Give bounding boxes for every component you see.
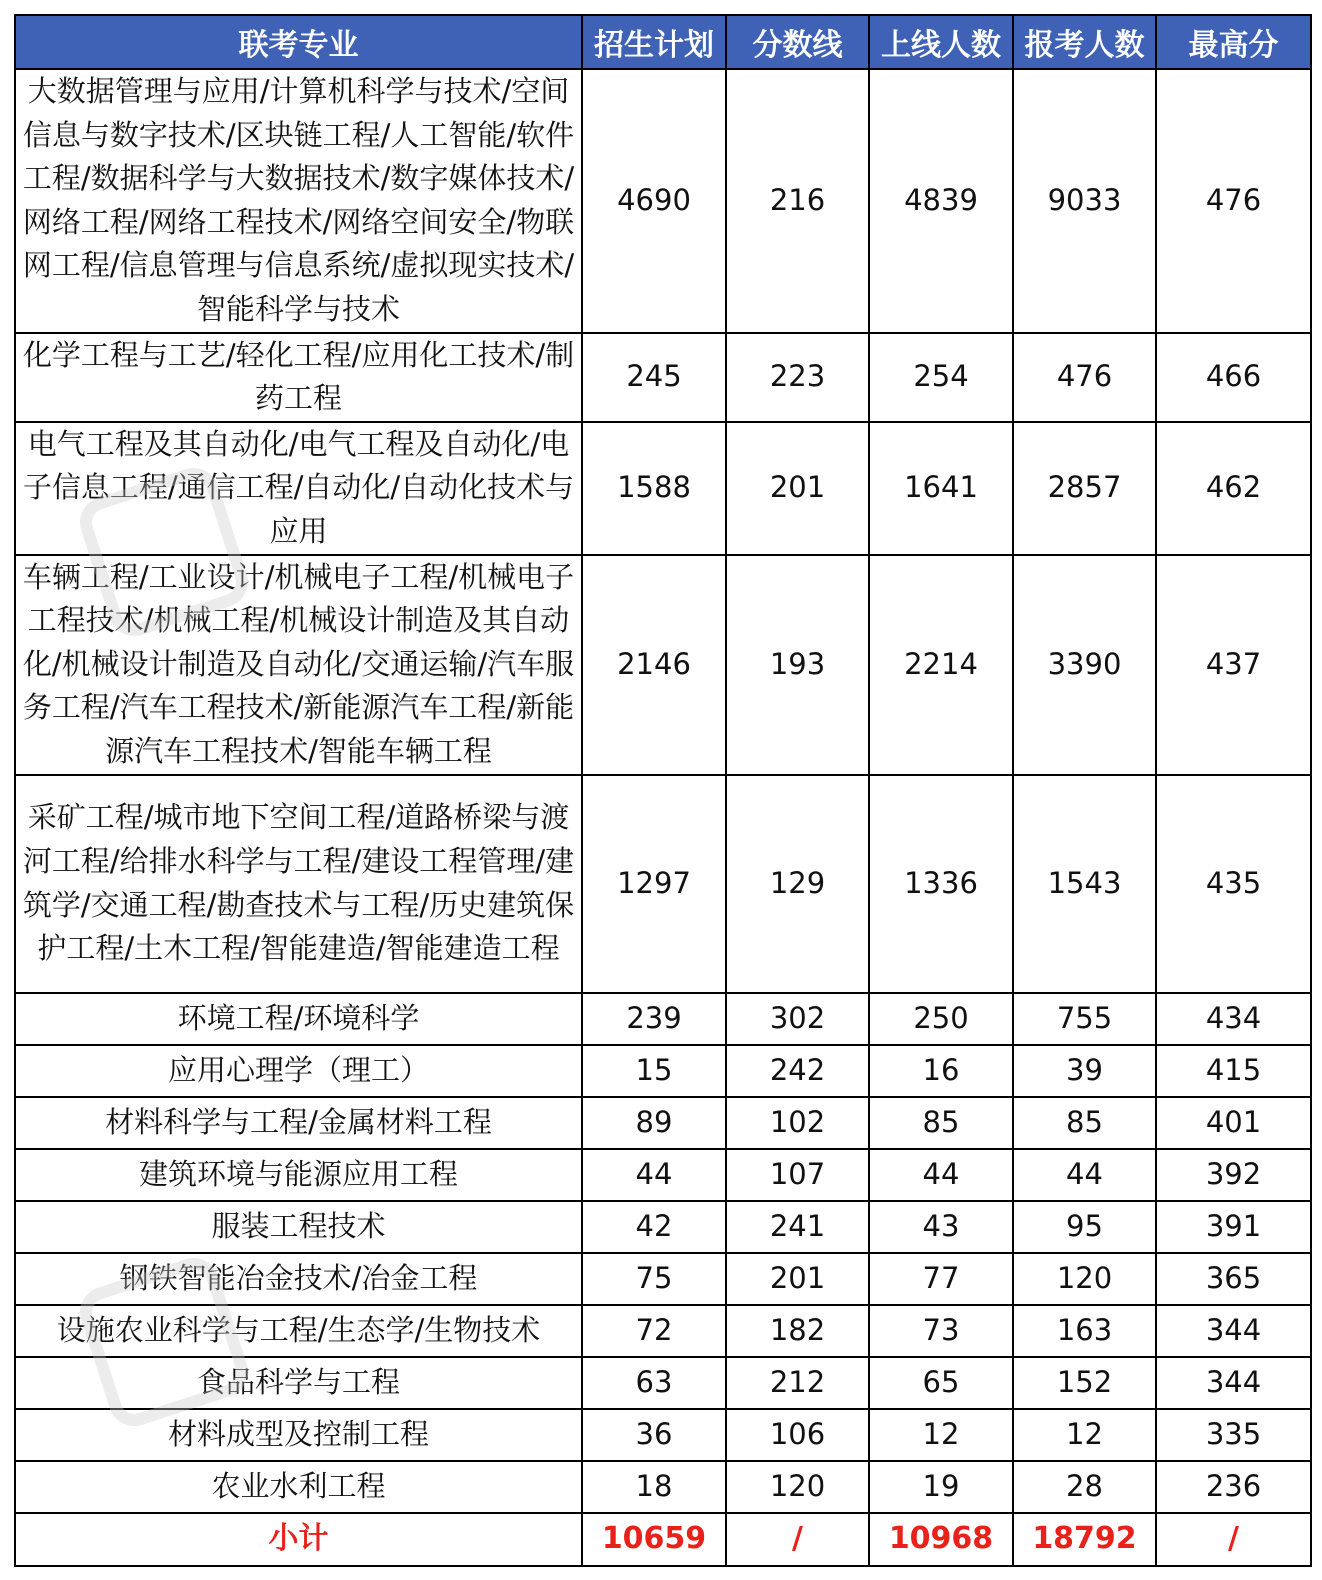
cutoff-cell: 107	[726, 1149, 869, 1201]
max-score-cell: 476	[1156, 69, 1311, 333]
applicants-cell: 152	[1013, 1357, 1156, 1409]
total-max-score: /	[1156, 1513, 1311, 1566]
table-row	[15, 1149, 1311, 1201]
plan-cell: 1297	[582, 775, 726, 993]
cutoff-cell: 129	[726, 775, 869, 993]
major-cell: 采矿工程/城市地下空间工程/道路桥梁与渡河工程/给排水科学与工程/建设工程管理/建筑学/交通工程/勘查技术与工程/历史建筑保护工程/土木工程/智能建造/智能建造工程	[15, 775, 582, 993]
table-row	[15, 1305, 1311, 1357]
total-label: 小计	[15, 1513, 582, 1566]
major-cell: 钢铁智能冶金技术/冶金工程	[15, 1253, 582, 1305]
passed-cell: 4839	[869, 69, 1013, 333]
table-row	[15, 993, 1311, 1045]
cutoff-cell: 201	[726, 422, 869, 555]
table-row	[15, 555, 1311, 775]
max-score-cell: 344	[1156, 1305, 1311, 1357]
major-cell: 材料成型及控制工程	[15, 1409, 582, 1461]
plan-cell: 245	[582, 333, 726, 422]
passed-cell: 77	[869, 1253, 1013, 1305]
major-cell: 车辆工程/工业设计/机械电子工程/机械电子工程技术/机械工程/机械设计制造及其自动化/机械设计制造及自动化/交通运输/汽车服务工程/汽车工程技术/新能源汽车工程/新能源汽车工程技术/智能车辆工程	[15, 555, 582, 775]
passed-cell: 44	[869, 1149, 1013, 1201]
max-score-cell: 415	[1156, 1045, 1311, 1097]
max-score-cell: 401	[1156, 1097, 1311, 1149]
admission-table	[14, 14, 1312, 1567]
applicants-cell: 85	[1013, 1097, 1156, 1149]
cutoff-cell: 212	[726, 1357, 869, 1409]
plan-cell: 44	[582, 1149, 726, 1201]
total-cutoff: /	[726, 1513, 869, 1566]
max-score-cell: 365	[1156, 1253, 1311, 1305]
max-score-cell: 437	[1156, 555, 1311, 775]
cutoff-cell: 223	[726, 333, 869, 422]
header-passed: 上线人数	[869, 15, 1013, 69]
passed-cell: 254	[869, 333, 1013, 422]
passed-cell: 12	[869, 1409, 1013, 1461]
plan-cell: 63	[582, 1357, 726, 1409]
applicants-cell: 28	[1013, 1461, 1156, 1513]
admission-table-container	[14, 14, 1310, 1567]
table-row	[15, 1409, 1311, 1461]
cutoff-cell: 241	[726, 1201, 869, 1253]
total-passed: 10968	[869, 1513, 1013, 1566]
cutoff-cell: 242	[726, 1045, 869, 1097]
cutoff-cell: 182	[726, 1305, 869, 1357]
applicants-cell: 3390	[1013, 555, 1156, 775]
passed-cell: 1641	[869, 422, 1013, 555]
max-score-cell: 236	[1156, 1461, 1311, 1513]
major-cell: 农业水利工程	[15, 1461, 582, 1513]
passed-cell: 16	[869, 1045, 1013, 1097]
max-score-cell: 434	[1156, 993, 1311, 1045]
plan-cell: 18	[582, 1461, 726, 1513]
table-row	[15, 422, 1311, 555]
table-row	[15, 1461, 1311, 1513]
cutoff-cell: 106	[726, 1409, 869, 1461]
plan-cell: 75	[582, 1253, 726, 1305]
major-cell: 服装工程技术	[15, 1201, 582, 1253]
total-plan: 10659	[582, 1513, 726, 1566]
table-row	[15, 333, 1311, 422]
plan-cell: 89	[582, 1097, 726, 1149]
applicants-cell: 9033	[1013, 69, 1156, 333]
max-score-cell: 391	[1156, 1201, 1311, 1253]
header-major: 联考专业	[15, 15, 582, 69]
major-cell: 大数据管理与应用/计算机科学与技术/空间信息与数字技术/区块链工程/人工智能/软件工程/数据科学与大数据技术/数字媒体技术/网络工程/网络工程技术/网络空间安全/物联网工程/信息管理与信息系统/虚拟现实技术/智能科学与技术	[15, 69, 582, 333]
passed-cell: 19	[869, 1461, 1013, 1513]
cutoff-cell: 193	[726, 555, 869, 775]
header-plan: 招生计划	[582, 15, 726, 69]
major-cell: 建筑环境与能源应用工程	[15, 1149, 582, 1201]
table-row	[15, 1201, 1311, 1253]
applicants-cell: 2857	[1013, 422, 1156, 555]
major-cell: 食品科学与工程	[15, 1357, 582, 1409]
applicants-cell: 476	[1013, 333, 1156, 422]
cutoff-cell: 302	[726, 993, 869, 1045]
total-row	[15, 1513, 1311, 1566]
max-score-cell: 335	[1156, 1409, 1311, 1461]
plan-cell: 2146	[582, 555, 726, 775]
table-row	[15, 1097, 1311, 1149]
applicants-cell: 755	[1013, 993, 1156, 1045]
passed-cell: 85	[869, 1097, 1013, 1149]
plan-cell: 15	[582, 1045, 726, 1097]
major-cell: 材料科学与工程/金属材料工程	[15, 1097, 582, 1149]
passed-cell: 65	[869, 1357, 1013, 1409]
total-applicants: 18792	[1013, 1513, 1156, 1566]
passed-cell: 43	[869, 1201, 1013, 1253]
major-cell: 设施农业科学与工程/生态学/生物技术	[15, 1305, 582, 1357]
max-score-cell: 435	[1156, 775, 1311, 993]
cutoff-cell: 120	[726, 1461, 869, 1513]
table-row	[15, 69, 1311, 333]
table-row	[15, 1357, 1311, 1409]
plan-cell: 239	[582, 993, 726, 1045]
applicants-cell: 12	[1013, 1409, 1156, 1461]
major-cell: 应用心理学（理工）	[15, 1045, 582, 1097]
cutoff-cell: 201	[726, 1253, 869, 1305]
max-score-cell: 392	[1156, 1149, 1311, 1201]
table-header-row	[15, 15, 1311, 69]
header-applicants: 报考人数	[1013, 15, 1156, 69]
plan-cell: 36	[582, 1409, 726, 1461]
max-score-cell: 466	[1156, 333, 1311, 422]
major-cell: 环境工程/环境科学	[15, 993, 582, 1045]
applicants-cell: 39	[1013, 1045, 1156, 1097]
applicants-cell: 163	[1013, 1305, 1156, 1357]
header-max-score: 最高分	[1156, 15, 1311, 69]
passed-cell: 1336	[869, 775, 1013, 993]
plan-cell: 72	[582, 1305, 726, 1357]
cutoff-cell: 102	[726, 1097, 869, 1149]
major-cell: 电气工程及其自动化/电气工程及自动化/电子信息工程/通信工程/自动化/自动化技术与应用	[15, 422, 582, 555]
plan-cell: 42	[582, 1201, 726, 1253]
applicants-cell: 44	[1013, 1149, 1156, 1201]
table-row	[15, 1045, 1311, 1097]
cutoff-cell: 216	[726, 69, 869, 333]
header-cutoff: 分数线	[726, 15, 869, 69]
plan-cell: 1588	[582, 422, 726, 555]
applicants-cell: 120	[1013, 1253, 1156, 1305]
applicants-cell: 95	[1013, 1201, 1156, 1253]
table-row	[15, 775, 1311, 993]
max-score-cell: 462	[1156, 422, 1311, 555]
passed-cell: 250	[869, 993, 1013, 1045]
passed-cell: 2214	[869, 555, 1013, 775]
applicants-cell: 1543	[1013, 775, 1156, 993]
plan-cell: 4690	[582, 69, 726, 333]
table-row	[15, 1253, 1311, 1305]
major-cell: 化学工程与工艺/轻化工程/应用化工技术/制药工程	[15, 333, 582, 422]
passed-cell: 73	[869, 1305, 1013, 1357]
max-score-cell: 344	[1156, 1357, 1311, 1409]
